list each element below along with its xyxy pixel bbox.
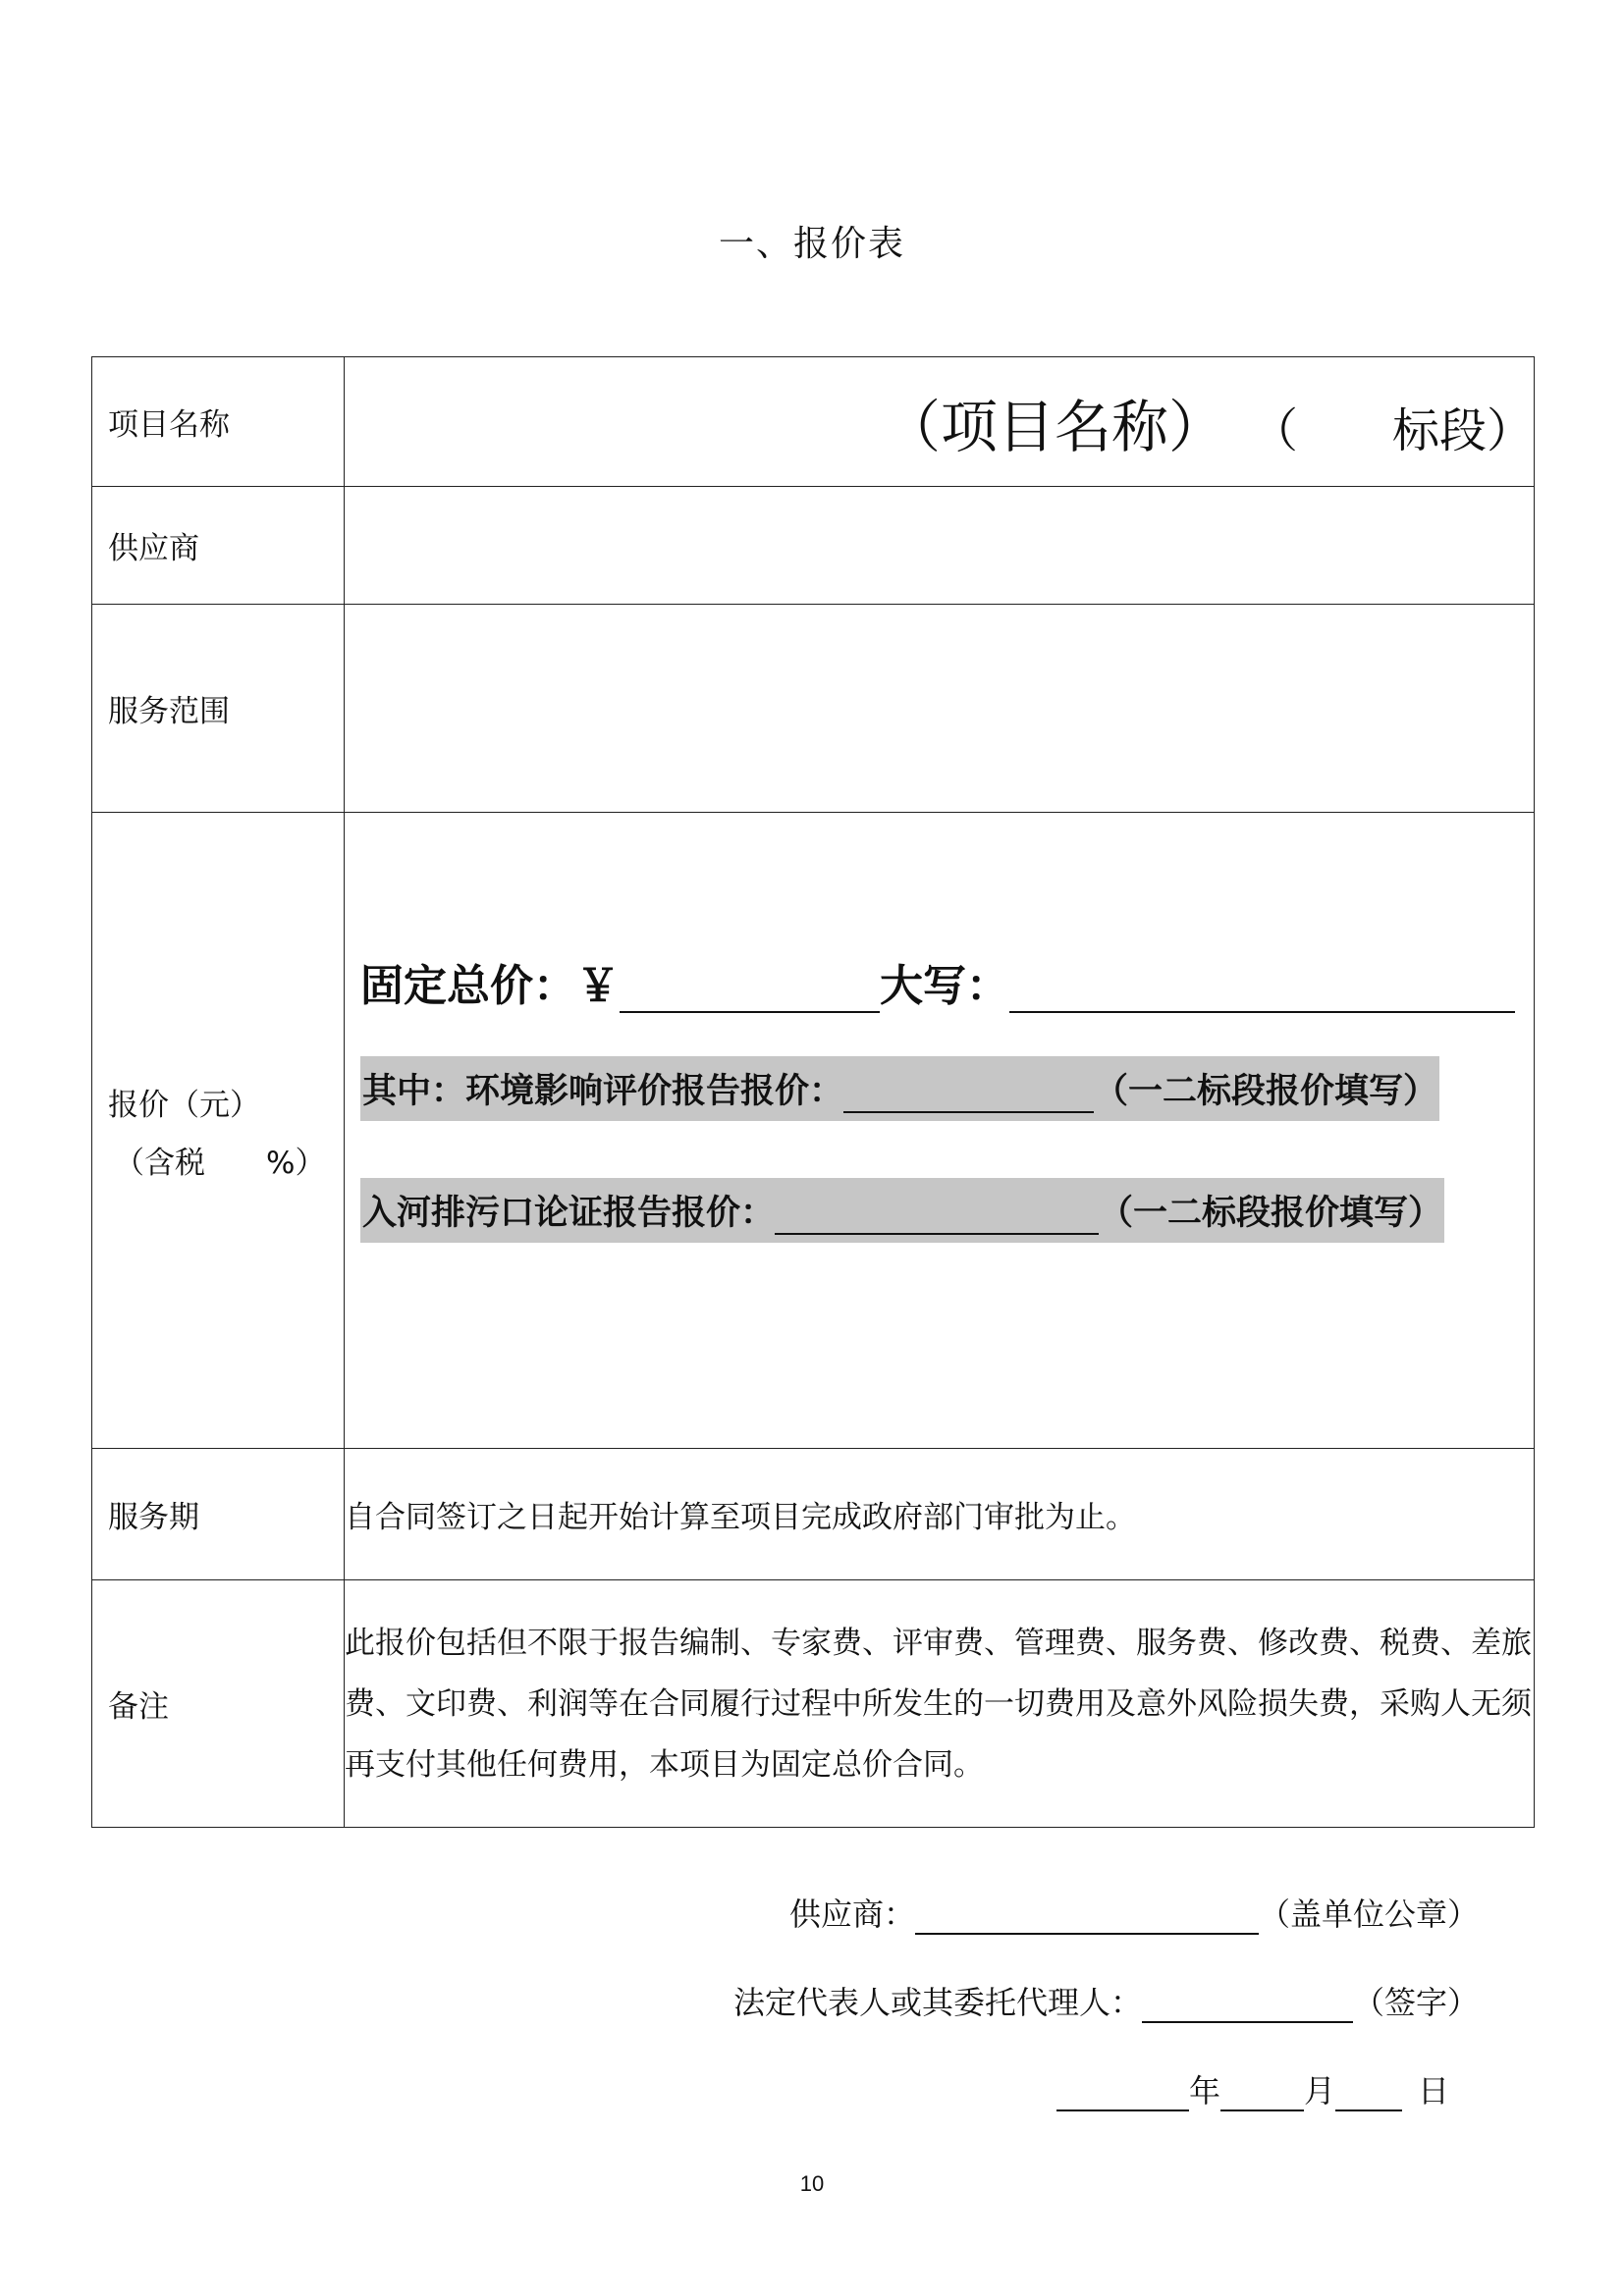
remark-value: 此报价包括但不限于报告编制、专家费、评审费、管理费、服务费、修改费、税费、差旅费、文印费、利润等在合同履行过程中所发生的一切费用及意外风险损失费，采购人无须再支付其他任何费用，本项目为固定总价合同。 bbox=[345, 1580, 1535, 1828]
outfall-price-line bbox=[360, 1178, 1444, 1243]
outfall-price-label: 入河排污口论证报告报价： bbox=[362, 1194, 776, 1233]
day-label: 日 bbox=[1417, 2072, 1449, 2109]
price-cell bbox=[345, 813, 1535, 1449]
supplier-label: 供应商 bbox=[92, 487, 345, 605]
year-label: 年 bbox=[1188, 2072, 1220, 2109]
fixed-total-label: 固定总价：￥ bbox=[360, 961, 620, 1011]
service-scope-field[interactable] bbox=[345, 605, 1535, 813]
price-tax-label: （含税 %） bbox=[114, 1145, 326, 1181]
service-period-label: 服务期 bbox=[92, 1449, 345, 1580]
supplier-seal-line bbox=[789, 1890, 1479, 1935]
row-service-period bbox=[92, 1449, 1535, 1580]
service-scope-label: 服务范围 bbox=[92, 605, 345, 813]
eia-price-label: 其中：环境影响评价报告报价： bbox=[362, 1072, 844, 1111]
representative-line bbox=[733, 1978, 1479, 2023]
row-project-name bbox=[92, 357, 1535, 487]
eia-price-field[interactable] bbox=[843, 1077, 1094, 1113]
supplier-seal-note: （盖单位公章） bbox=[1258, 1896, 1479, 1933]
project-name-cell bbox=[345, 357, 1535, 487]
capital-amount-label: 大写： bbox=[880, 961, 1009, 1011]
fixed-total-line bbox=[360, 950, 1515, 1013]
project-name-value: （项目名称） bbox=[883, 393, 1225, 460]
representative-note: （签字） bbox=[1352, 1984, 1479, 2021]
supplier-seal-field[interactable] bbox=[915, 1901, 1259, 1935]
fixed-total-field[interactable] bbox=[620, 968, 880, 1013]
page-title: 一、报价表 bbox=[718, 224, 905, 264]
row-price bbox=[92, 813, 1535, 1449]
month-label: 月 bbox=[1303, 2072, 1335, 2109]
representative-label: 法定代表人或其委托代理人： bbox=[732, 1984, 1142, 2021]
outfall-price-field[interactable] bbox=[775, 1199, 1099, 1235]
row-supplier bbox=[92, 487, 1535, 605]
price-label: 报价（元） bbox=[108, 1087, 260, 1123]
quote-table bbox=[91, 356, 1535, 1828]
month-field[interactable] bbox=[1220, 2078, 1304, 2111]
service-period-value: 自合同签订之日起开始计算至项目完成政府部门审批为止。 bbox=[345, 1449, 1535, 1580]
date-line bbox=[1056, 2066, 1449, 2111]
capital-amount-field[interactable] bbox=[1009, 968, 1515, 1013]
supplier-field[interactable] bbox=[345, 487, 1535, 605]
project-name-label: 项目名称 bbox=[92, 357, 345, 487]
remark-label: 备注 bbox=[92, 1580, 345, 1828]
outfall-price-note: （一二标段报价填写） bbox=[1099, 1194, 1443, 1233]
eia-price-note: （一二标段报价填写） bbox=[1094, 1072, 1438, 1111]
project-segment-value: （ 标段） bbox=[1273, 402, 1534, 458]
year-field[interactable] bbox=[1056, 2078, 1189, 2111]
eia-price-line bbox=[360, 1056, 1439, 1121]
representative-field[interactable] bbox=[1142, 1990, 1353, 2023]
row-remark bbox=[92, 1580, 1535, 1828]
page-number: 10 bbox=[799, 2171, 825, 2196]
row-service-scope bbox=[92, 605, 1535, 813]
day-field[interactable] bbox=[1335, 2078, 1402, 2111]
price-label-cell bbox=[92, 813, 345, 1449]
supplier-seal-label: 供应商： bbox=[788, 1896, 915, 1933]
